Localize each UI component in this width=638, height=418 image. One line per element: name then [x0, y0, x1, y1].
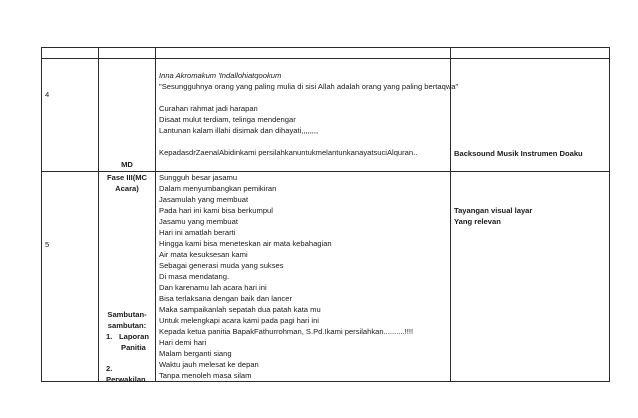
script-line: Hari demi hari — [159, 338, 207, 347]
blank-cell — [156, 48, 451, 59]
script-line: Di masa mendatang. — [159, 272, 230, 281]
poem-line: Lantunan kalam illahi disimak dan dihayati,,,,,,,, — [159, 126, 319, 135]
script-line: Dan karenamu lah acara hari ini — [159, 283, 267, 292]
event-script-table — [41, 47, 610, 382]
phase-label — [102, 172, 152, 194]
list-label: Laporan — [119, 332, 149, 341]
script-line: Untuk melengkapi acara kami pada pagi hari ini — [159, 316, 319, 325]
number-cell — [42, 59, 99, 172]
script-line: Dalam menyumbangkan pemikiran — [159, 184, 277, 193]
script-line: Kepada ketua panitia BapakFathurrohman, S.Pd.Ikami persilahkan..........!!!! — [159, 327, 414, 336]
table-row-4 — [42, 59, 610, 172]
poem-line: Curahan rahmat jadi harapan — [159, 104, 258, 113]
list-index: 1. — [106, 332, 113, 341]
table-row-5 — [42, 172, 610, 382]
script-line: Jasamulah yang membuat — [159, 195, 249, 204]
script-line: Pada hari ini kami bisa berkumpul — [159, 206, 273, 215]
script-line: Bisa terlaksana dengan baik dan lancer — [159, 294, 292, 303]
script-line: Air mata kesuksesan kami — [159, 250, 248, 259]
script-text-cell — [156, 59, 459, 172]
script-line: Sebagai generasi muda yang sukses — [159, 261, 284, 270]
arabic-title: Inna Akromakum 'Indallohiatqookum — [159, 71, 282, 80]
script-line: Malam berganti siang — [159, 349, 232, 358]
script-line: Sungguh besar jasamu — [159, 173, 238, 182]
closing-line: KepadasdrZaenalAbidinkami persilahkanuntukmelantunkanayatsuciAlquran.. — [159, 148, 418, 157]
list-index: 2. — [106, 364, 113, 373]
number-cell — [42, 172, 99, 382]
script-line: Waktu jauh melesat ke depan — [159, 360, 259, 369]
script-line: Maka sampaikanlah sepatah dua patah kata mu — [159, 305, 321, 314]
media-cell — [451, 172, 610, 382]
phase-label-line: Acara) — [115, 184, 139, 193]
phase-label-line: Fase III(MC — [106, 173, 148, 182]
poem-line: Disaat mulut terdiam, telinga mendengar — [159, 115, 296, 124]
activity-cell — [99, 172, 156, 382]
sambutan-heading: sambutan: — [107, 321, 147, 330]
list-item-continuation: Panitia — [121, 343, 146, 352]
script-line: Tanpa menoleh masa silam — [159, 371, 252, 380]
row-number: 5 — [45, 240, 50, 249]
sambutan-heading: Sambutan- — [107, 310, 147, 319]
sambutan-list — [102, 309, 152, 385]
script-line: Hari ini amatlah berarti — [159, 228, 236, 237]
list-item — [102, 363, 152, 385]
blank-cell — [42, 48, 99, 59]
blank-cell — [99, 48, 156, 59]
row-number: 4 — [45, 90, 50, 99]
translation-line: "Sesungguhnya orang yang paling mulia di sisi Allah adalah orang yang paling bertaqwa" — [159, 82, 459, 91]
list-label: Perwakilan — [106, 375, 146, 384]
media-label: Backsound Musik Instrumen Doaku — [454, 149, 583, 158]
media-cell — [451, 59, 610, 172]
media-line: Tayangan visual layar — [454, 206, 533, 215]
list-item — [102, 331, 152, 342]
blank-cell — [451, 48, 610, 59]
script-line: Hingga kami bisa meneteskan air mata kebahagian — [159, 239, 332, 248]
media-line: Yang relevan — [454, 217, 501, 226]
script-line: Jasamu yang membuat — [159, 217, 238, 226]
table-row-top-blank — [42, 48, 610, 59]
script-text-cell — [156, 172, 451, 382]
activity-cell — [99, 59, 156, 172]
activity-label: MD — [121, 160, 133, 169]
